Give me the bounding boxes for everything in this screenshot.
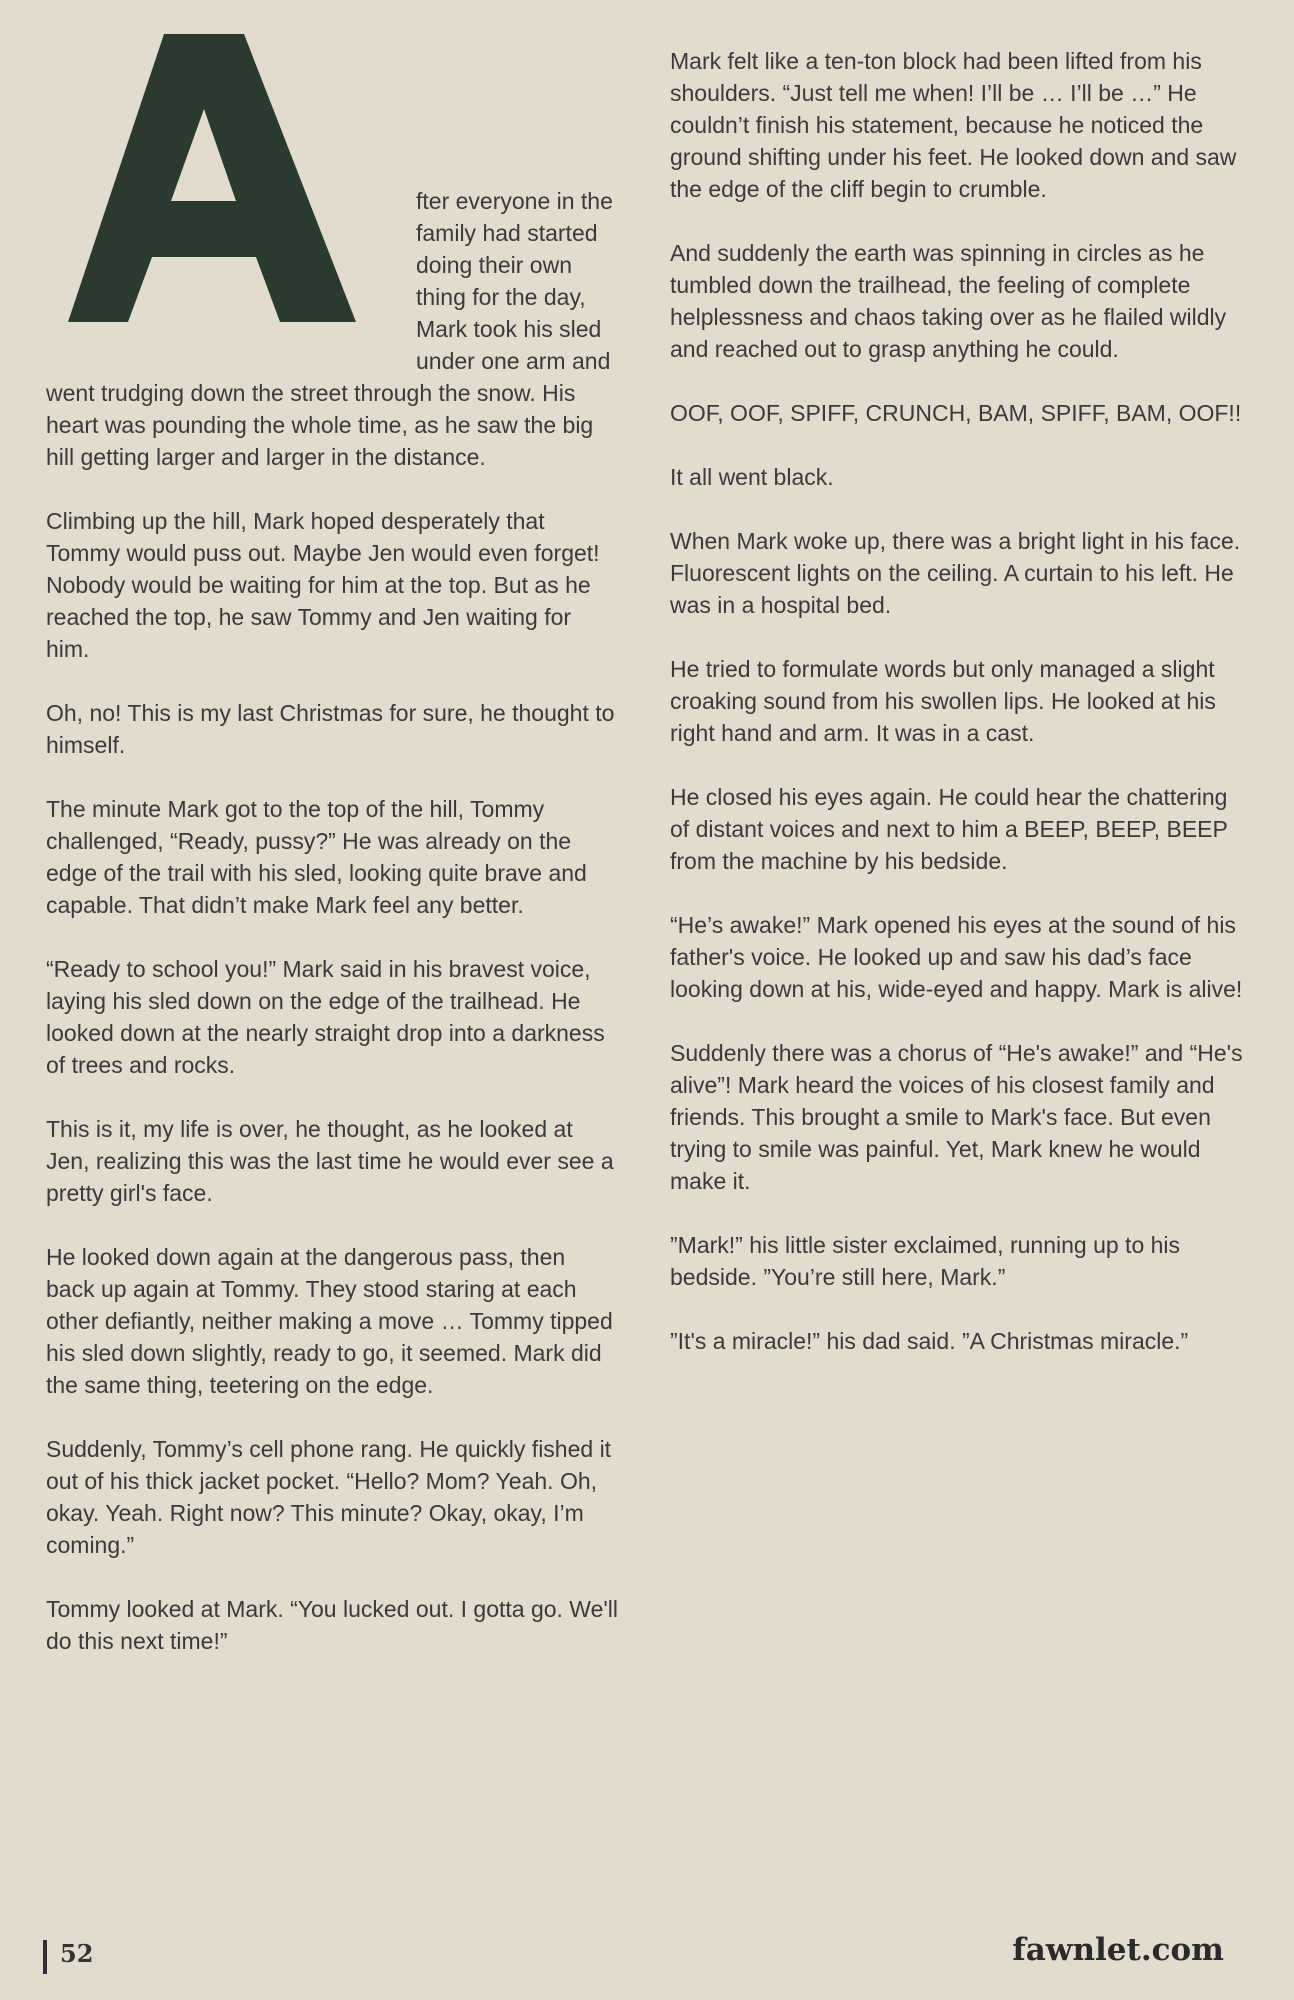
dropcap-glyph (68, 34, 356, 322)
paragraph: He tried to formulate words but only managed a slight croaking sound from his swollen lips. He looked at his right hand and arm. It was in a cast. (670, 656, 1216, 746)
paragraph: Oh, no! This is my last Christmas for sure, he thought to himself. (46, 700, 615, 758)
left-column (46, 0, 620, 1689)
paragraph: ”It's a miracle!” his dad said. ”A Christmas miracle.” (670, 1328, 1189, 1354)
paragraph: This is it, my life is over, he thought, as he looked at Jen, realizing this was the last time he would ever see a pretty girl's face. (46, 1116, 614, 1206)
paragraph: And suddenly the earth was spinning in circles as he tumbled down the trailhead, the feeling of complete helplessness and chaos taking over as he flailed wildly and reached out to grasp anything he could. (670, 240, 1227, 362)
paragraph: “He’s awake!” Mark opened his eyes at the sound of his father's voice. He looked up and saw his dad’s face looking down at his, wide-eyed and happy. Mark is alive! (670, 912, 1243, 1002)
paragraph: Suddenly, Tommy’s cell phone rang. He quickly fished it out of his thick jacket pocket. “Hello? Mom? Yeah. Oh, okay. Yeah. Right now? This minute? Okay, okay, I’m coming.” (46, 1436, 612, 1558)
paragraph: ”Mark!” his little sister exclaimed, running up to his bedside. ”You’re still here, Mark.” (670, 1232, 1181, 1290)
paragraph: He looked down again at the dangerous pass, then back up again at Tommy. They stood staring at each other defiantly, neither making a move … Tommy tipped his sled down slightly, ready to go, it seemed. Mark did the same thing, teetering on the edge. (46, 1244, 613, 1398)
paragraph: Mark felt like a ten-ton block had been lifted from his shoulders. “Just tell me when! I’ll be … I’ll be …” He couldn’t finish his statement, because he noticed the ground shifting under his feet. He looked down and saw the edge of the cliff begin to crumble. (670, 48, 1237, 202)
paragraph: Tommy looked at Mark. “You lucked out. I gotta go. We'll do this next time!” (46, 1596, 619, 1654)
paragraph: The minute Mark got to the top of the hill, Tommy challenged, “Ready, pussy?” He was already on the edge of the trail with his sled, looking quite brave and capable. That didn’t make Mark feel any better. (46, 796, 587, 918)
paragraph: “Ready to school you!” Mark said in his bravest voice, laying his sled down on the edge of the trailhead. He looked down at the nearly straight drop into a darkness of trees and rocks. (46, 956, 605, 1078)
paragraph: Climbing up the hill, Mark hoped desperately that Tommy would puss out. Maybe Jen would even forget! Nobody would be waiting for him at the top. But as he reached the top, he saw Tommy and Jen waiting for him. (46, 508, 600, 662)
footer-divider (43, 1940, 47, 1974)
paragraph: It all went black. (670, 464, 834, 490)
right-column (670, 45, 1250, 1389)
site-name: fawnlet.com (1012, 1932, 1224, 1968)
dropcap-letter (68, 34, 438, 354)
paragraph: He closed his eyes again. He could hear the chattering of distant voices and next to him a BEEP, BEEP, BEEP from the machine by his bedside. (670, 784, 1228, 874)
intro-text: fter everyone in the family had started doing their own thing for the day, Mark took his sled under one arm and went trudging down the street through the snow. His heart was pounding the whole time, as he saw the big hill getting larger and larger in the distance. (46, 188, 613, 470)
paragraph: OOF, OOF, SPIFF, CRUNCH, BAM, SPIFF, BAM, OOF!! (670, 400, 1242, 426)
page-number: 52 (60, 1939, 94, 1968)
paragraph: When Mark woke up, there was a bright light in his face. Fluorescent lights on the ceiling. A curtain to his left. He was in a hospital bed. (670, 528, 1241, 618)
paragraph: Suddenly there was a chorus of “He's awake!” and “He's alive”! Mark heard the voices of his closest family and friends. This brought a smile to Mark's face. But even trying to smile was painful. Yet, Mark knew he would make it. (670, 1040, 1243, 1194)
